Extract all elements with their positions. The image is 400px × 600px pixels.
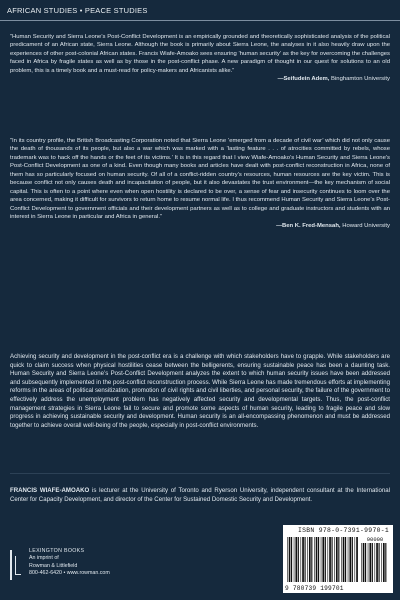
barcode-stripe bbox=[369, 543, 371, 582]
publisher-info bbox=[29, 548, 110, 577]
barcode-stripe bbox=[381, 543, 382, 582]
barcode-stripe bbox=[301, 537, 302, 582]
barcode-stripe bbox=[307, 537, 308, 582]
author-name: FRANCIS WIAFE-AMOAKO bbox=[10, 487, 90, 494]
praise-quote-text: “Human Security and Sierra Leone’s Post-Conflict Development is an empirically grounded and theoretically sophisticated analysis of the political predicament of an African state, Sierra Leone. Although the book is primarily about Sierra Leone, the analyses in it also heavily draw upon the experiences of other post-colonial African states. Francis Wiafe-Amoako sees ensuring ‘human security’ as the key for overcoming the challenges faced in Africa by fragile states as well as by those in the post-conflict phase. A new paradigm of thought in our quest for solutions to an old problem, this is a timely book and a must-read for policy-makers and Africanists alike.” bbox=[10, 34, 390, 74]
barcode-stripe bbox=[376, 543, 378, 582]
barcode-stripe bbox=[375, 543, 376, 582]
barcode-panel bbox=[283, 525, 393, 593]
barcode-stripe bbox=[287, 537, 288, 582]
section-divider bbox=[10, 473, 390, 474]
publisher-name: LEXINGTON BOOKS bbox=[29, 548, 85, 554]
barcode-stripe bbox=[361, 543, 362, 582]
praise-author: —Ben K. Fred-Mensah, bbox=[276, 222, 341, 229]
barcode-addon-number: 90000 bbox=[366, 536, 384, 543]
barcode-stripe bbox=[289, 537, 291, 582]
barcode-stripe bbox=[321, 537, 322, 582]
publisher-contact: 800-462-6420 • www.rowman.com bbox=[29, 569, 110, 576]
isbn-number: ISBN 978-0-7391-9970-1 bbox=[298, 527, 389, 534]
barcode-stripe bbox=[302, 537, 304, 582]
barcode-stripe bbox=[294, 537, 295, 582]
barcode-stripe bbox=[334, 537, 335, 582]
barcode-icon bbox=[287, 537, 359, 582]
top-divider bbox=[0, 20, 400, 21]
praise-affiliation: Howard University bbox=[340, 222, 390, 229]
category-label: AFRICAN STUDIES • PEACE STUDIES bbox=[7, 6, 148, 15]
barcode-stripe bbox=[318, 537, 319, 582]
barcode-stripe bbox=[348, 537, 349, 582]
praise-quote-1 bbox=[10, 33, 390, 84]
barcode-stripe bbox=[383, 543, 385, 582]
barcode-stripe bbox=[291, 537, 292, 582]
barcode-stripe bbox=[349, 537, 351, 582]
barcode-stripe bbox=[305, 537, 306, 582]
author-bio bbox=[10, 487, 390, 504]
book-description: Achieving security and development in the post-conflict era is a challenge with which stakeholders have to grapple. While stakeholders are quick to claim success when physical hostilities cease between the belligerents, ensuring sustainable peace has been a daunting task. Human Security and Sierra Leone’s Post-Conflict Development analyzes the extent to which human security issues have been addressed and subsequently implemented in the post-conflict reconstruction process. While Sierra Leone has made tremendous efforts at implementing reforms in the areas of political sensitization, promotion of civil rights and civil liberties, and personal security, the failure of the government to effectively address the unemployment problem has negatively affected security and developmental targets. Thus, the post-conflict management strategies in Sierra Leone fail to secure and promote some aspects of human security, leading to fragile peace and slow progress in achieving sustainable security and development. Human security is an all-encompassing phenomenon and must be addressed together to achieve overall well-being of the people, especially in post-conflict environments. bbox=[10, 353, 390, 429]
barcode-stripe bbox=[325, 537, 326, 582]
ean-number: 9 780739 199701 bbox=[285, 585, 344, 592]
barcode-stripe bbox=[316, 537, 318, 582]
author-bio-text: is lecturer at the University of Toronto and Ryerson University, independent consultant at the International Center for Capacity Development, and director of the Center for Sustained Domestic Security and Development. bbox=[10, 487, 390, 503]
barcode-stripe bbox=[309, 537, 311, 582]
praise-quote-text: “In its country profile, the British Broadcasting Corporation noted that Sierra Leone ‘emerged from a decade of civil war’ which did not only cause the death of thousands of its people, but also a war which was marked with a ‘lasting feature . . . of atrocities committed by rebels, whose trademark was to hack off the hands or the feet of its victims.’ It is in this regard that I view Wiafe-Amoako’s Human Security and Sierra Leone’s Post-Conflict Development as one of a kind. Even though many books and articles have dealt with post-conflict reconstruction in Africa, none of them has so particularly focused on human security. Of all of a conflict-ridden country’s resources, human resources are the key victim. This is because conflict not only causes death and incapacitation of people, but it also devastates the trust environment—the key mechanism of social capital. This is often to a point where even when open hostility is declared to be over, a sense of fear and insecurity continues to loom over the area concerned, making it difficult for survivors to return home to resume normal life. I thus recommend Human Security and Sierra Leone’s Post-Conflict Development to government officials and their development partners as well as to college and graduate instructors and students with an interest in Sierra Leone in particular and Africa in general.” bbox=[10, 138, 390, 221]
barcode-stripe bbox=[311, 537, 312, 582]
barcode-stripe bbox=[338, 537, 339, 582]
barcode-stripe bbox=[341, 537, 342, 582]
barcode-stripe bbox=[355, 537, 356, 582]
publisher-line: An imprint of bbox=[29, 555, 59, 562]
barcode-stripe bbox=[365, 543, 366, 582]
publisher-logo-icon bbox=[10, 550, 24, 580]
praise-affiliation: Binghamton University bbox=[329, 76, 390, 83]
praise-attribution bbox=[10, 75, 390, 83]
barcode-stripe bbox=[385, 543, 386, 582]
barcode-stripe bbox=[298, 537, 299, 582]
barcode-stripe bbox=[314, 537, 315, 582]
publisher-line: Rowman & Littlefield bbox=[29, 562, 78, 569]
barcode-stripe bbox=[379, 543, 380, 582]
publisher-block bbox=[10, 548, 150, 588]
barcode-stripe bbox=[363, 543, 365, 582]
barcode-stripe bbox=[345, 537, 346, 582]
praise-quote-2 bbox=[10, 137, 390, 230]
barcode-stripe bbox=[356, 537, 358, 582]
barcode-stripe bbox=[332, 537, 333, 582]
barcode-stripe bbox=[322, 537, 324, 582]
barcode-stripe bbox=[352, 537, 353, 582]
barcode-stripe bbox=[328, 537, 329, 582]
praise-attribution bbox=[10, 222, 390, 230]
barcode-stripe bbox=[343, 537, 345, 582]
barcode-stripe bbox=[336, 537, 338, 582]
barcode-stripe bbox=[329, 537, 331, 582]
praise-author: —Seifudein Adem, bbox=[277, 76, 330, 83]
barcode-stripe bbox=[368, 543, 369, 582]
barcode-stripe bbox=[295, 537, 297, 582]
barcode-stripe bbox=[372, 543, 373, 582]
barcode-addon-icon bbox=[361, 543, 389, 582]
